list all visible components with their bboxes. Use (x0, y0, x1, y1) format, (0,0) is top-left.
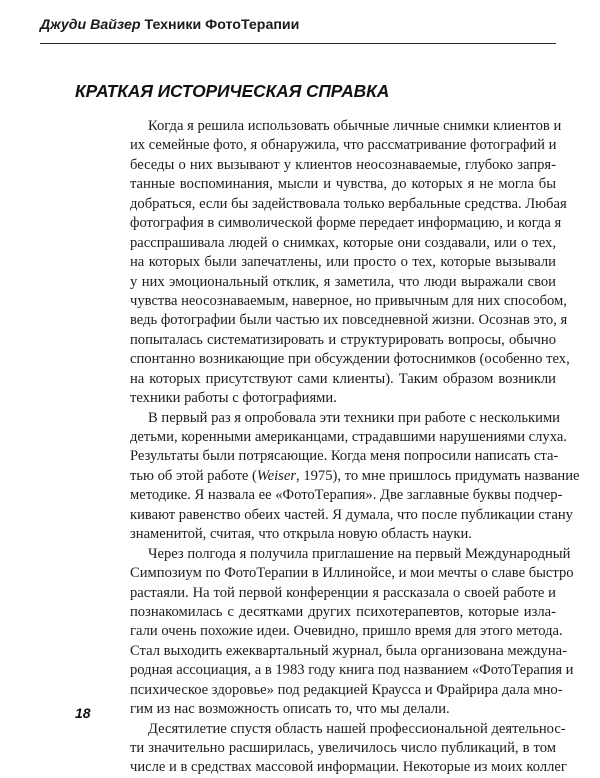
text-line: ведь фотографии были частью их повседневной жизни. Осознав это, я (130, 312, 568, 329)
text-line: расспрашивала людей о снимках, которые они создавали, или о тех, (130, 234, 556, 251)
citation-author: Weiser (256, 467, 297, 484)
text-line: беседы о них вызывают у клиентов неосознаваемые, глубоко запря- (130, 156, 556, 173)
text-line: Через полгода я получила приглашение на первый Международный (148, 545, 571, 562)
body-text (130, 117, 580, 778)
text-line: Стал выходить ежеквартальный журнал, была организована междуна- (130, 642, 567, 659)
text-line: чувства неосознаваемым, наверное, но привычным для них способом, (130, 292, 567, 309)
text-line: фотография в символической форме передает информацию, и когда я (130, 215, 562, 232)
text-line: растаяли. На той первой конференции я рассказала о своей работе и (130, 584, 556, 601)
header-rule (40, 43, 556, 44)
text-line: танные воспоминания, мысли и чувства, до которых я не могла бы (130, 176, 556, 193)
text-line: детьми, коренными американцами, страдавшими нарушениями слуха. (130, 429, 567, 445)
text-line: тью об этой работе (Weiser, 1975), то мне пришлось придумать название (130, 467, 580, 484)
running-head-title: Техники ФотоТерапии (144, 17, 300, 33)
text-line: В первый раз я опробовала эти техники при работе с несколькими (148, 409, 560, 426)
text-line: Симпозиум по ФотоТерапии в Иллинойсе, и мои мечты о славе быстро (130, 565, 574, 582)
text-line: на которых были запечатлены, или просто о тех, которые вызывали (130, 254, 556, 271)
page-number: 18 (75, 705, 91, 721)
paragraph-3 (130, 545, 574, 720)
text-line: техники работы с фотографиями. (130, 390, 337, 407)
text-line: их семейные фото, я обнаружила, что рассматривание фотографий и (130, 137, 557, 154)
running-head (40, 17, 299, 33)
text-line: кивают равенство обеих частей. Я думала, что после публикации стану (130, 506, 573, 523)
paragraph-1 (130, 117, 570, 409)
text-line: Десятилетие спустя область нашей профессиональной деятельнос- (148, 720, 566, 737)
text-line: гали очень похожие идеи. Очевидно, пришло время для этого метода. (130, 623, 563, 640)
text-line: ти значительно расширилась, увеличилось число публикаций, в том (130, 740, 556, 756)
text-line: числе и в средствах массовой информации. Некоторые из моих коллег (130, 759, 567, 776)
text-line: методике. Я назвала ее «ФотоТерапия». Две заглавные буквы подчер- (130, 487, 563, 504)
text-line: у них эмоциональный отклик, я заметила, что люди выражали свои (130, 273, 556, 290)
text-line: родная ассоциация, а в 1983 году книга под названием «ФотоТерапия и (130, 662, 574, 679)
text-line: познакомилась с десятками других психотерапевтов, которые изла- (130, 603, 556, 620)
paragraph-4 (130, 720, 567, 778)
text-line: попыталась систематизировать и структурировать вопросы, обычно (130, 331, 556, 348)
section-heading: КРАТКАЯ ИСТОРИЧЕСКАЯ СПРАВКА (75, 81, 390, 101)
text-line: на которых присутствуют сами клиенты). Таким образом возникли (130, 370, 556, 387)
text-line: Когда я решила использовать обычные личные снимки клиентов и (148, 118, 562, 134)
text-line: спонтанно возникающие при обсуждении фотоснимков (особенно тех, (130, 351, 570, 368)
text-line: психическое здоровье» под редакцией Краусса и Фрайрира дала мно- (130, 681, 563, 698)
text-line: добраться, если бы задействовала только вербальные средства. Любая (130, 195, 567, 212)
text-line: знаменитой, считая, что открыла новую область науки. (130, 526, 472, 543)
text-line: Результаты были потрясающие. Когда меня попросили написать ста- (130, 448, 559, 465)
text-line: гим из нас возможность описать то, что мы делали. (130, 701, 450, 718)
paragraph-2 (130, 409, 580, 545)
running-head-author: Джуди Вайзер (40, 17, 141, 33)
